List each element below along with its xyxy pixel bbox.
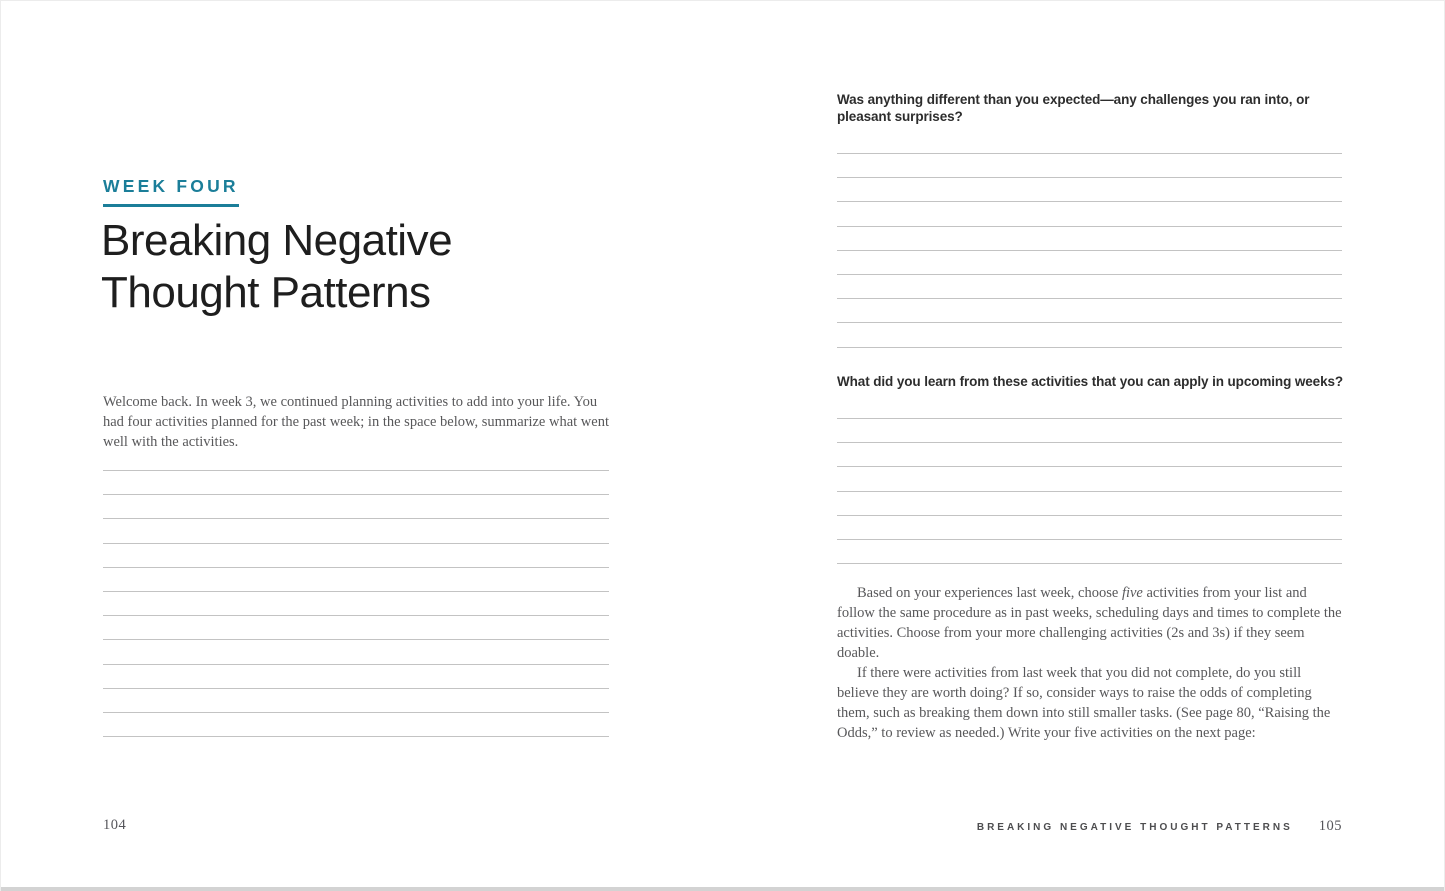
page-title-line1: Breaking Negative [101, 216, 453, 265]
para1-after: activities from your list and follow the same procedure as in past weeks, scheduling days and times to complete the activities. Choose from your more challenging activities (2s and 3s) if they seem doable. [837, 585, 1342, 661]
ruled-writing-line [103, 712, 609, 736]
page-number-right: 105 [1318, 818, 1342, 834]
ruled-writing-line [103, 736, 609, 760]
para1-before: Based on your experiences last week, choose [857, 585, 1122, 601]
ruled-writing-line [837, 322, 1342, 346]
ruled-writing-line [837, 177, 1342, 201]
ruled-writing-line [837, 153, 1342, 177]
ruled-writing-line [837, 274, 1342, 298]
ruled-writing-line [837, 539, 1342, 563]
ruled-writing-line [837, 418, 1342, 442]
ruled-writing-line [837, 466, 1342, 490]
ruled-writing-line [103, 615, 609, 639]
intro-paragraph: Welcome back. In week 3, we continued planning activities to add into your life. You had four activities planned for the past week; in the space below, summarize what went well with the activities. [103, 394, 609, 450]
writing-lines-section-left [103, 470, 609, 760]
ruled-writing-line [103, 518, 609, 542]
body-paragraph-1 [837, 583, 1342, 663]
writing-lines-section-right-1 [837, 153, 1342, 371]
ruled-writing-line [837, 226, 1342, 250]
ruled-writing-line [103, 688, 609, 712]
instructions-paragraphs [837, 583, 1342, 743]
ruled-writing-line [103, 639, 609, 663]
ruled-writing-line [837, 515, 1342, 539]
ruled-writing-line [837, 201, 1342, 225]
bottom-edge-bar [1, 887, 1444, 891]
ruled-writing-line [103, 494, 609, 518]
body-paragraph-2: If there were activities from last week that you did not complete, do you still believe they are worth doing? If so, consider ways to raise the odds of completing them, such as breaking them down into still smaller tasks. (See page 80, “Raising the Odds,” to review as needed.) Write your five activities on the next page: [837, 665, 1331, 741]
ruled-writing-line [837, 347, 1342, 371]
question-label-1: Was anything different than you expected—any challenges you ran into, or pleasant surprises? [837, 92, 1310, 124]
writing-lines-section-right-2 [837, 418, 1342, 587]
ruled-writing-line [837, 442, 1342, 466]
footer-right [837, 818, 1342, 835]
ruled-writing-line [837, 298, 1342, 322]
ruled-writing-line [103, 543, 609, 567]
ruled-writing-line [103, 567, 609, 591]
ruled-writing-line [103, 591, 609, 615]
week-kicker: WEEK FOUR [103, 176, 239, 207]
para1-italic-word: five [1121, 585, 1143, 601]
ruled-writing-line [103, 470, 609, 494]
ruled-writing-line [103, 664, 609, 688]
ruled-writing-line [837, 250, 1342, 274]
page-title-line2: Thought Patterns [101, 268, 431, 317]
page-number-left: 104 [103, 817, 127, 833]
footer-running-title: BREAKING NEGATIVE THOUGHT PATTERNS [976, 822, 1293, 833]
page-title [101, 215, 621, 319]
ruled-writing-line [837, 491, 1342, 515]
question-label-2: What did you learn from these activities that you can apply in upcoming weeks? [837, 374, 1344, 389]
